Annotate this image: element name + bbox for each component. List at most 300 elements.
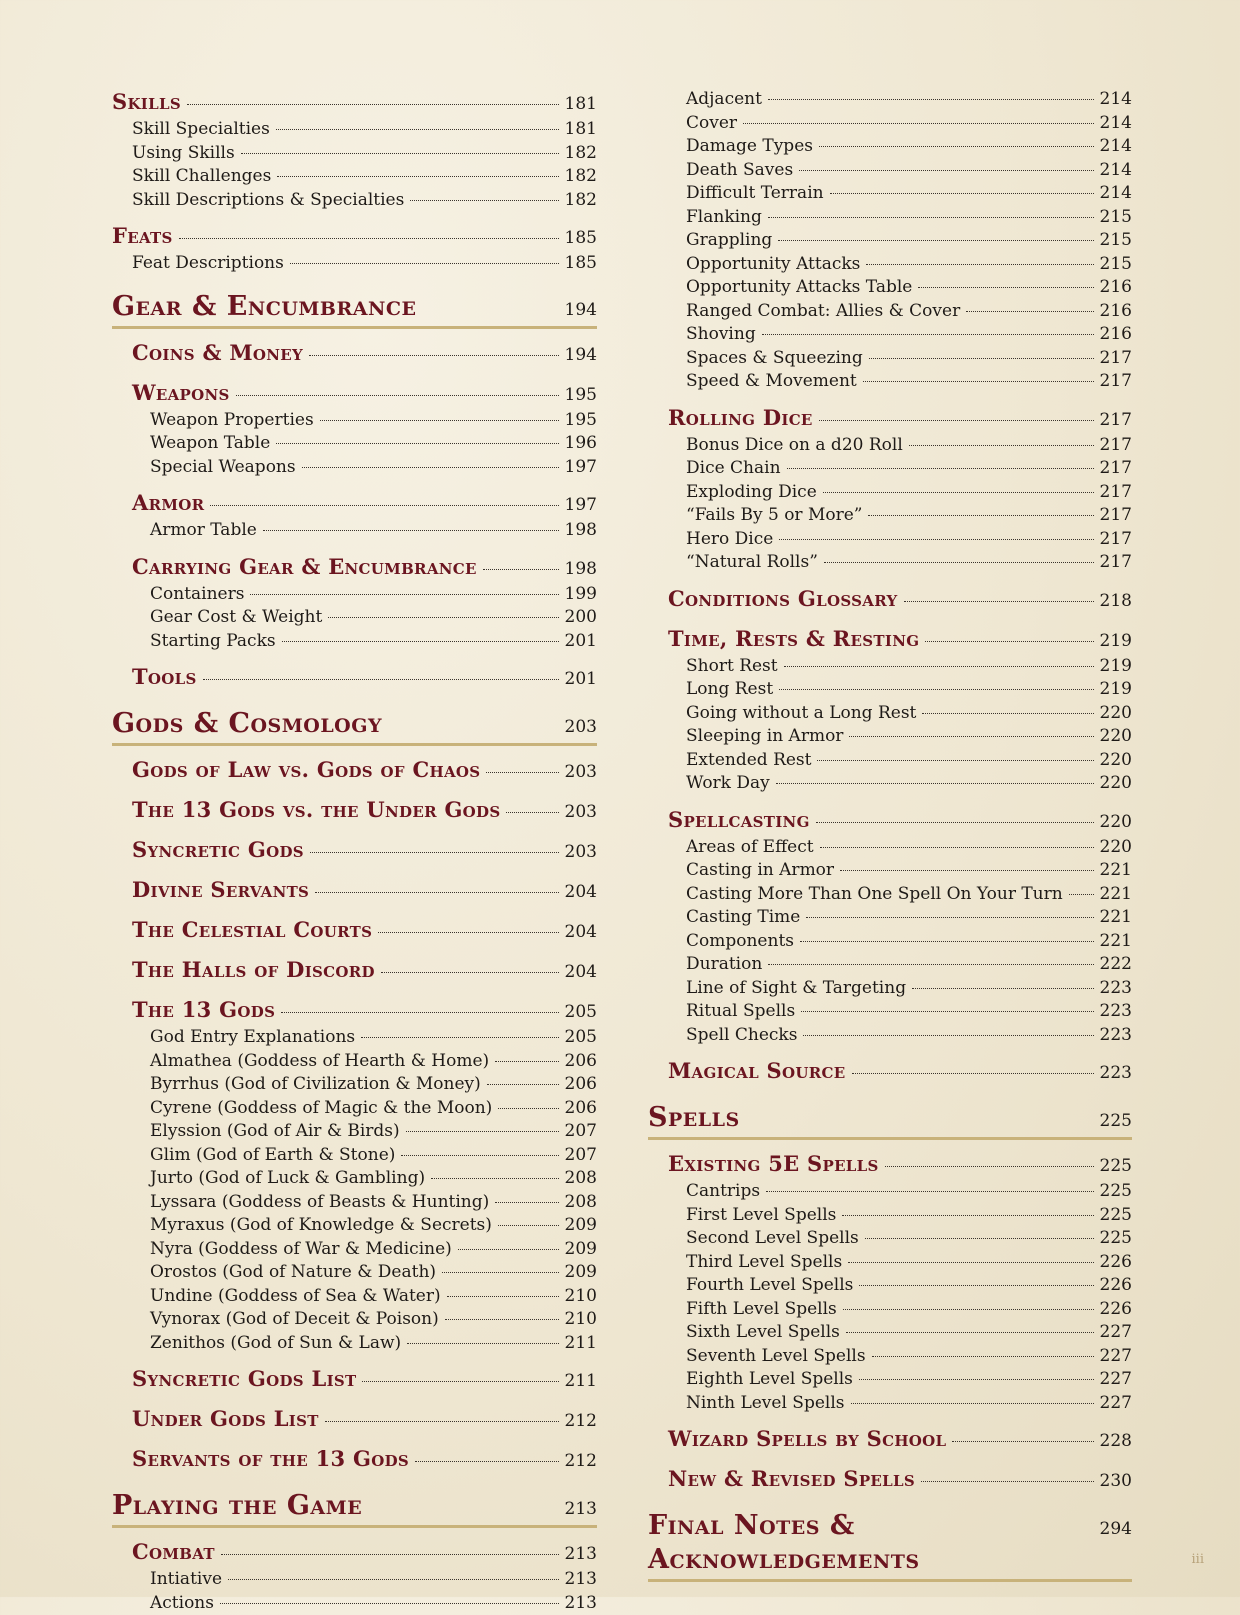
- toc-entry-page: 221: [1100, 930, 1132, 954]
- toc-entry-extended-rest[interactable]: [686, 749, 1132, 773]
- toc-entry-bonus-dice-on-a-d20-roll[interactable]: [686, 434, 1132, 458]
- toc-entry-title: Actions: [150, 1592, 214, 1615]
- toc-entry-title: Starting Packs: [150, 630, 276, 654]
- toc-entry-skill-descriptions-specialties[interactable]: [132, 189, 597, 213]
- toc-entry-long-rest[interactable]: [686, 678, 1132, 702]
- toc-entry-title: Gods of Law vs. Gods of Chaos: [132, 756, 480, 784]
- dot-leader: [863, 381, 1094, 382]
- toc-left-column: [112, 88, 597, 1615]
- toc-entry-third-level-spells[interactable]: [686, 1251, 1132, 1275]
- dot-leader: [820, 847, 1094, 848]
- dot-leader: [869, 358, 1094, 359]
- toc-entry-syncretic-gods[interactable]: [132, 836, 597, 866]
- toc-entry-title: Components: [686, 930, 794, 954]
- toc-right-column: [648, 88, 1132, 1588]
- toc-entry-page: 206: [565, 1050, 597, 1074]
- toc-entry-areas-of-effect[interactable]: [686, 836, 1132, 860]
- toc-entry-sleeping-in-armor[interactable]: [686, 725, 1132, 749]
- toc-entry-tools[interactable]: [132, 663, 597, 693]
- toc-entry-title: Byrrhus (God of Civilization & Money): [150, 1073, 481, 1097]
- toc-entry-myraxus-god-of-knowledge-secrets[interactable]: [150, 1214, 597, 1238]
- dot-leader: [487, 1084, 559, 1085]
- dot-leader: [816, 822, 1094, 823]
- toc-entry-gods-of-law-vs-gods-of-chaos[interactable]: [132, 756, 597, 786]
- toc-entry-page: 217: [1100, 481, 1132, 505]
- toc-entry-title: Jurto (God of Luck & Gambling): [150, 1167, 425, 1191]
- toc-entry-hero-dice[interactable]: [686, 528, 1132, 552]
- toc-entry-page: 181: [565, 118, 597, 142]
- dot-leader: [486, 772, 558, 773]
- toc-entry-page: 216: [1100, 276, 1132, 300]
- toc-entry-casting-more-than-one-spell-on-your-turn[interactable]: [686, 883, 1132, 907]
- toc-entry-page: 211: [565, 1332, 597, 1356]
- toc-entry-title: Cantrips: [686, 1180, 760, 1204]
- toc-entry-title: Spaces & Squeezing: [686, 347, 863, 371]
- toc-entry-page: 213: [565, 1568, 597, 1592]
- toc-entry-page: 214: [1100, 112, 1132, 136]
- toc-entry-page: 204: [565, 958, 597, 986]
- toc-entry-weapon-table[interactable]: [150, 432, 597, 456]
- toc-entry-title: Ranged Combat: Allies & Cover: [686, 300, 960, 324]
- toc-entry-vynorax-god-of-deceit-poison[interactable]: [150, 1308, 597, 1332]
- dot-leader: [885, 1166, 1094, 1167]
- toc-entry-adjacent[interactable]: [686, 88, 1132, 112]
- toc-entry-gear-cost-weight[interactable]: [150, 606, 597, 630]
- toc-entry-page: 217: [1100, 434, 1132, 458]
- toc-entry-title: Carrying Gear & Encumbrance: [132, 553, 477, 581]
- dot-leader: [743, 123, 1094, 124]
- toc-entry-elyssion-god-of-air-birds[interactable]: [150, 1120, 597, 1144]
- toc-entry-the-celestial-courts[interactable]: [132, 916, 597, 946]
- dot-leader: [277, 176, 558, 177]
- toc-entry-containers[interactable]: [150, 583, 597, 607]
- toc-entry-casting-time[interactable]: [686, 906, 1132, 930]
- dot-leader: [458, 1249, 559, 1250]
- toc-entry-flanking[interactable]: [686, 206, 1132, 230]
- dot-leader: [263, 530, 559, 531]
- page-number: iii: [1192, 1552, 1204, 1567]
- toc-entry-servants-of-the-13-gods[interactable]: [132, 1445, 597, 1475]
- toc-entry-title: Work Day: [686, 772, 770, 796]
- dot-leader: [236, 395, 559, 396]
- toc-entry-page: 199: [565, 583, 597, 607]
- dot-leader: [909, 445, 1094, 446]
- toc-entry-ninth-level-spells[interactable]: [686, 1392, 1132, 1416]
- toc-entry-seventh-level-spells[interactable]: [686, 1345, 1132, 1369]
- toc-part-spells[interactable]: [648, 1101, 1132, 1140]
- toc-entry-page: 201: [565, 665, 597, 693]
- toc-entry-page: 213: [565, 1592, 597, 1615]
- toc-entry-page: 209: [565, 1261, 597, 1285]
- dot-leader: [868, 515, 1093, 516]
- toc-entry-page: 210: [565, 1285, 597, 1309]
- toc-entry-casting-in-armor[interactable]: [686, 859, 1132, 883]
- toc-entry-intiative[interactable]: [150, 1568, 597, 1592]
- toc-entry-feat-descriptions[interactable]: [132, 252, 597, 276]
- toc-entry-fifth-level-spells[interactable]: [686, 1298, 1132, 1322]
- toc-entry-page: 214: [1100, 182, 1132, 206]
- dot-leader: [819, 146, 1094, 147]
- toc-part-final-notes-acknowledgements[interactable]: [648, 1509, 1132, 1582]
- toc-entry-title: Rolling Dice: [668, 404, 813, 432]
- dot-leader: [922, 713, 1093, 714]
- toc-part-gods-cosmology[interactable]: [112, 707, 597, 746]
- toc-entry-skill-challenges[interactable]: [132, 165, 597, 189]
- toc-entry-byrrhus-god-of-civilization-money[interactable]: [150, 1073, 597, 1097]
- toc-entry-difficult-terrain[interactable]: [686, 182, 1132, 206]
- toc-entry-title: Under Gods List: [132, 1405, 319, 1433]
- toc-entry-title: Syncretic Gods List: [132, 1365, 356, 1393]
- toc-entry-page: 221: [1100, 883, 1132, 907]
- toc-entry-natural-rolls[interactable]: [686, 551, 1132, 575]
- dot-leader: [315, 892, 558, 893]
- toc-entry-page: 220: [1100, 702, 1132, 726]
- dot-leader: [806, 917, 1093, 918]
- toc-entry-line-of-sight-targeting[interactable]: [686, 977, 1132, 1001]
- toc-entry-syncretic-gods-list[interactable]: [132, 1365, 597, 1395]
- toc-entry-armor-table[interactable]: [150, 519, 597, 543]
- toc-entry-title: Playing the Game: [112, 1489, 362, 1523]
- dot-leader: [401, 1155, 558, 1156]
- dot-leader: [801, 1011, 1093, 1012]
- toc-entry-page: 185: [565, 224, 597, 252]
- toc-entry-page: 214: [1100, 159, 1132, 183]
- toc-entry-cyrene-goddess-of-magic-the-moon[interactable]: [150, 1097, 597, 1121]
- toc-entry-page: 219: [1100, 627, 1132, 655]
- toc-entry-page: 197: [565, 491, 597, 519]
- toc-entry-title: Glim (God of Earth & Stone): [150, 1144, 395, 1168]
- toc-entry-title: Nyra (Goddess of War & Medicine): [150, 1238, 452, 1262]
- toc-entry-page: 207: [565, 1144, 597, 1168]
- toc-entry-page: 198: [565, 555, 597, 583]
- toc-entry-page: 221: [1100, 859, 1132, 883]
- toc-entry-title: Gear & Encumbrance: [112, 290, 416, 324]
- toc-entry-feats[interactable]: [112, 222, 597, 252]
- toc-entry-first-level-spells[interactable]: [686, 1204, 1132, 1228]
- toc-entry-weapons[interactable]: [132, 379, 597, 409]
- dot-leader: [819, 420, 1094, 421]
- toc-entry-page: 225: [1100, 1111, 1132, 1131]
- dot-leader: [1069, 894, 1094, 895]
- toc-entry-the-13-gods[interactable]: [132, 996, 597, 1026]
- toc-entry-page: 215: [1100, 206, 1132, 230]
- toc-entry-page: 182: [565, 189, 597, 213]
- dot-leader: [843, 1309, 1094, 1310]
- dot-leader: [506, 812, 558, 813]
- toc-entry-conditions-glossary[interactable]: [668, 585, 1132, 615]
- toc-entry-title: Armor: [132, 489, 204, 517]
- dot-leader: [250, 594, 558, 595]
- dot-leader: [410, 200, 558, 201]
- toc-entry-title: Vynorax (God of Deceit & Poison): [150, 1308, 439, 1332]
- toc-entry-spellcasting[interactable]: [668, 806, 1132, 836]
- toc-entry-magical-source[interactable]: [668, 1057, 1132, 1087]
- toc-entry-time-rests-resting[interactable]: [668, 625, 1132, 655]
- dot-leader: [859, 1379, 1094, 1380]
- toc-entry-title: Weapons: [132, 379, 230, 407]
- dot-leader: [361, 1037, 558, 1038]
- toc-entry-sixth-level-spells[interactable]: [686, 1321, 1132, 1345]
- toc-entry-title: Intiative: [150, 1568, 222, 1592]
- dot-leader: [762, 334, 1094, 335]
- toc-entry-page: 215: [1100, 253, 1132, 277]
- toc-entry-page: 220: [1100, 772, 1132, 796]
- toc-entry-title: Existing 5E Spells: [668, 1150, 879, 1178]
- toc-entry-title: Syncretic Gods: [132, 836, 304, 864]
- dot-leader: [823, 492, 1094, 493]
- toc-entry-divine-servants[interactable]: [132, 876, 597, 906]
- toc-entry-title: Second Level Spells: [686, 1227, 859, 1251]
- dot-leader: [779, 539, 1093, 540]
- toc-entry-duration[interactable]: [686, 953, 1132, 977]
- toc-entry-cover[interactable]: [686, 112, 1132, 136]
- dot-leader: [918, 287, 1093, 288]
- toc-entry-title: Areas of Effect: [686, 836, 814, 860]
- dot-leader: [282, 641, 559, 642]
- toc-entry-cantrips[interactable]: [686, 1180, 1132, 1204]
- toc-entry-title: Cover: [686, 112, 737, 136]
- toc-entry-exploding-dice[interactable]: [686, 481, 1132, 505]
- dot-leader: [778, 240, 1093, 241]
- toc-entry-title: Grappling: [686, 229, 772, 253]
- toc-entry-title: Short Rest: [686, 655, 778, 679]
- toc-entry-death-saves[interactable]: [686, 159, 1132, 183]
- toc-entry-work-day[interactable]: [686, 772, 1132, 796]
- toc-entry-title: Lyssara (Goddess of Beasts & Hunting): [150, 1191, 489, 1215]
- toc-entry-title: Exploding Dice: [686, 481, 817, 505]
- toc-entry-title: “Natural Rolls”: [686, 551, 818, 575]
- toc-entry-speed-movement[interactable]: [686, 370, 1132, 394]
- dot-leader: [817, 760, 1093, 761]
- dot-leader: [498, 1108, 558, 1109]
- toc-entry-page: 211: [565, 1367, 597, 1395]
- toc-entry-opportunity-attacks[interactable]: [686, 253, 1132, 277]
- toc-entry-fourth-level-spells[interactable]: [686, 1274, 1132, 1298]
- toc-entry-page: 228: [1100, 1427, 1132, 1455]
- toc-entry-using-skills[interactable]: [132, 142, 597, 166]
- dot-leader: [849, 736, 1093, 737]
- toc-entry-page: 209: [565, 1214, 597, 1238]
- toc-entry-title: Weapon Table: [150, 432, 270, 456]
- toc-entry-title: Conditions Glossary: [668, 585, 898, 613]
- dot-leader: [803, 1035, 1093, 1036]
- toc-entry-title: Duration: [686, 953, 762, 977]
- dot-leader: [228, 1579, 559, 1580]
- toc-entry-almathea-goddess-of-hearth-home[interactable]: [150, 1050, 597, 1074]
- toc-entry-wizard-spells-by-school[interactable]: [668, 1425, 1132, 1455]
- dot-leader: [210, 505, 558, 506]
- toc-entry-page: 217: [1100, 406, 1132, 434]
- toc-entry-page: 195: [565, 409, 597, 433]
- toc-entry-the-13-gods-vs-the-under-gods[interactable]: [132, 796, 597, 826]
- toc-entry-page: 185: [565, 252, 597, 276]
- dot-leader: [447, 1296, 559, 1297]
- toc-entry-title: Feats: [112, 222, 173, 250]
- toc-entry-title: Death Saves: [686, 159, 793, 183]
- toc-entry-title: Almathea (Goddess of Hearth & Home): [150, 1050, 489, 1074]
- toc-entry-page: 194: [565, 300, 597, 320]
- toc-entry-page: 221: [1100, 906, 1132, 930]
- toc-entry-page: 217: [1100, 370, 1132, 394]
- toc-entry-page: 223: [1100, 1000, 1132, 1024]
- toc-entry-page: 206: [565, 1073, 597, 1097]
- toc-entry-god-entry-explanations[interactable]: [150, 1026, 597, 1050]
- dot-leader: [776, 783, 1094, 784]
- toc-entry-title: First Level Spells: [686, 1204, 836, 1228]
- toc-entry-going-without-a-long-rest[interactable]: [686, 702, 1132, 726]
- toc-entry-title: Undine (Goddess of Sea & Water): [150, 1285, 441, 1309]
- toc-entry-title: God Entry Explanations: [150, 1026, 355, 1050]
- toc-entry-page: 227: [1100, 1392, 1132, 1416]
- toc-entry-new-revised-spells[interactable]: [668, 1465, 1132, 1495]
- toc-entry-title: Extended Rest: [686, 749, 811, 773]
- dot-leader: [846, 1332, 1094, 1333]
- toc-entry-title: Spell Checks: [686, 1024, 797, 1048]
- toc-entry-shoving[interactable]: [686, 323, 1132, 347]
- toc-entry-actions[interactable]: [150, 1592, 597, 1615]
- toc-entry-armor[interactable]: [132, 489, 597, 519]
- toc-entry-page: 217: [1100, 504, 1132, 528]
- dot-leader: [799, 170, 1093, 171]
- toc-entry-title: Coins & Money: [132, 339, 303, 367]
- toc-entry-title: Using Skills: [132, 142, 235, 166]
- toc-entry-page: 212: [565, 1447, 597, 1475]
- toc-entry-the-halls-of-discord[interactable]: [132, 956, 597, 986]
- toc-entry-page: 225: [1100, 1180, 1132, 1204]
- toc-entry-short-rest[interactable]: [686, 655, 1132, 679]
- toc-entry-spell-checks[interactable]: [686, 1024, 1132, 1048]
- toc-entry-coins-money[interactable]: [132, 339, 597, 369]
- toc-entry-title: The Halls of Discord: [132, 956, 375, 984]
- toc-entry-page: 213: [565, 1499, 597, 1519]
- toc-entry-fails-by-5-or-more[interactable]: [686, 504, 1132, 528]
- toc-entry-dice-chain[interactable]: [686, 457, 1132, 481]
- toc-entry-title: Flanking: [686, 206, 762, 230]
- toc-entry-page: 195: [565, 381, 597, 409]
- toc-entry-title: Casting More Than One Spell On Your Turn: [686, 883, 1063, 907]
- toc-entry-skills[interactable]: [112, 88, 597, 118]
- toc-entry-page: 208: [565, 1167, 597, 1191]
- toc-entry-weapon-properties[interactable]: [150, 409, 597, 433]
- toc-entry-title: Zenithos (God of Sun & Law): [150, 1332, 401, 1356]
- dot-leader: [966, 311, 1093, 312]
- toc-entry-existing-5e-spells[interactable]: [668, 1150, 1132, 1180]
- toc-entry-ritual-spells[interactable]: [686, 1000, 1132, 1024]
- toc-entry-eighth-level-spells[interactable]: [686, 1368, 1132, 1392]
- dot-leader: [824, 562, 1094, 563]
- dot-leader: [220, 1603, 559, 1604]
- dot-leader: [407, 1343, 558, 1344]
- toc-entry-page: 201: [565, 630, 597, 654]
- toc-entry-title: Opportunity Attacks: [686, 253, 860, 277]
- toc-entry-opportunity-attacks-table[interactable]: [686, 276, 1132, 300]
- toc-entry-orostos-god-of-nature-death[interactable]: [150, 1261, 597, 1285]
- dot-leader: [904, 601, 1094, 602]
- toc-entry-title: The 13 Gods: [132, 996, 275, 1024]
- toc-entry-title: Cyrene (Goddess of Magic & the Moon): [150, 1097, 492, 1121]
- toc-entry-page: 222: [1100, 953, 1132, 977]
- toc-entry-page: 207: [565, 1120, 597, 1144]
- toc-entry-page: 227: [1100, 1368, 1132, 1392]
- toc-entry-page: 194: [565, 341, 597, 369]
- toc-entry-title: Eighth Level Spells: [686, 1368, 853, 1392]
- toc-entry-title: Gods & Cosmology: [112, 707, 382, 741]
- dot-leader: [842, 1215, 1093, 1216]
- toc-entry-damage-types[interactable]: [686, 135, 1132, 159]
- toc-entry-title: Speed & Movement: [686, 370, 857, 394]
- toc-entry-page: 213: [565, 1540, 597, 1568]
- toc-entry-title: Spells: [648, 1101, 740, 1135]
- toc-entry-ranged-combat-allies-cover[interactable]: [686, 300, 1132, 324]
- toc-entry-title: Sixth Level Spells: [686, 1321, 840, 1345]
- dot-leader: [800, 941, 1094, 942]
- toc-entry-title: Dice Chain: [686, 457, 781, 481]
- toc-entry-spaces-squeezing[interactable]: [686, 347, 1132, 371]
- toc-part-gear-encumbrance[interactable]: [112, 290, 597, 329]
- toc-entry-title: Adjacent: [686, 88, 762, 112]
- toc-entry-title: Line of Sight & Targeting: [686, 977, 906, 1001]
- toc-entry-glim-god-of-earth-stone[interactable]: [150, 1144, 597, 1168]
- toc-entry-page: 203: [565, 758, 597, 786]
- toc-entry-page: 218: [1100, 587, 1132, 615]
- toc-entry-title: Orostos (God of Nature & Death): [150, 1261, 436, 1285]
- toc-entry-title: Third Level Spells: [686, 1251, 842, 1275]
- toc-entry-grappling[interactable]: [686, 229, 1132, 253]
- toc-entry-starting-packs[interactable]: [150, 630, 597, 654]
- toc-entry-title: Seventh Level Spells: [686, 1345, 866, 1369]
- toc-entry-carrying-gear-encumbrance[interactable]: [132, 553, 597, 583]
- toc-entry-zenithos-god-of-sun-law[interactable]: [150, 1332, 597, 1356]
- toc-entry-page: 209: [565, 1238, 597, 1262]
- toc-entry-under-gods-list[interactable]: [132, 1405, 597, 1435]
- toc-entry-page: 227: [1100, 1345, 1132, 1369]
- toc-entry-undine-goddess-of-sea-water[interactable]: [150, 1285, 597, 1309]
- dot-leader: [281, 1012, 558, 1013]
- toc-entry-title: Going without a Long Rest: [686, 702, 916, 726]
- toc-entry-page: 219: [1100, 678, 1132, 702]
- toc-entry-page: 204: [565, 918, 597, 946]
- toc-entry-lyssara-goddess-of-beasts-hunting[interactable]: [150, 1191, 597, 1215]
- toc-entry-page: 203: [565, 798, 597, 826]
- dot-leader: [768, 217, 1094, 218]
- toc-entry-page: 215: [1100, 229, 1132, 253]
- toc-entry-page: 182: [565, 142, 597, 166]
- toc-entry-rolling-dice[interactable]: [668, 404, 1132, 434]
- toc-entry-second-level-spells[interactable]: [686, 1227, 1132, 1251]
- dot-leader: [309, 355, 559, 356]
- toc-part-playing-the-game[interactable]: [112, 1489, 597, 1528]
- toc-entry-title: Damage Types: [686, 135, 813, 159]
- toc-entry-components[interactable]: [686, 930, 1132, 954]
- toc-entry-title: Shoving: [686, 323, 756, 347]
- toc-entry-page: 205: [565, 1026, 597, 1050]
- dot-leader: [320, 420, 559, 421]
- toc-entry-title: Magical Source: [668, 1057, 846, 1085]
- toc-entry-title: Spellcasting: [668, 806, 810, 834]
- toc-entry-title: Ninth Level Spells: [686, 1392, 845, 1416]
- toc-entry-page: 216: [1100, 323, 1132, 347]
- toc-entry-jurto-god-of-luck-gambling[interactable]: [150, 1167, 597, 1191]
- toc-entry-page: 220: [1100, 725, 1132, 749]
- toc-entry-nyra-goddess-of-war-medicine[interactable]: [150, 1238, 597, 1262]
- toc-entry-special-weapons[interactable]: [150, 456, 597, 480]
- toc-entry-page: 217: [1100, 347, 1132, 371]
- toc-entry-page: 226: [1100, 1298, 1132, 1322]
- toc-entry-combat[interactable]: [132, 1538, 597, 1568]
- toc-entry-title: New & Revised Spells: [668, 1465, 915, 1493]
- toc-entry-skill-specialties[interactable]: [132, 118, 597, 142]
- toc-entry-title: Divine Servants: [132, 876, 309, 904]
